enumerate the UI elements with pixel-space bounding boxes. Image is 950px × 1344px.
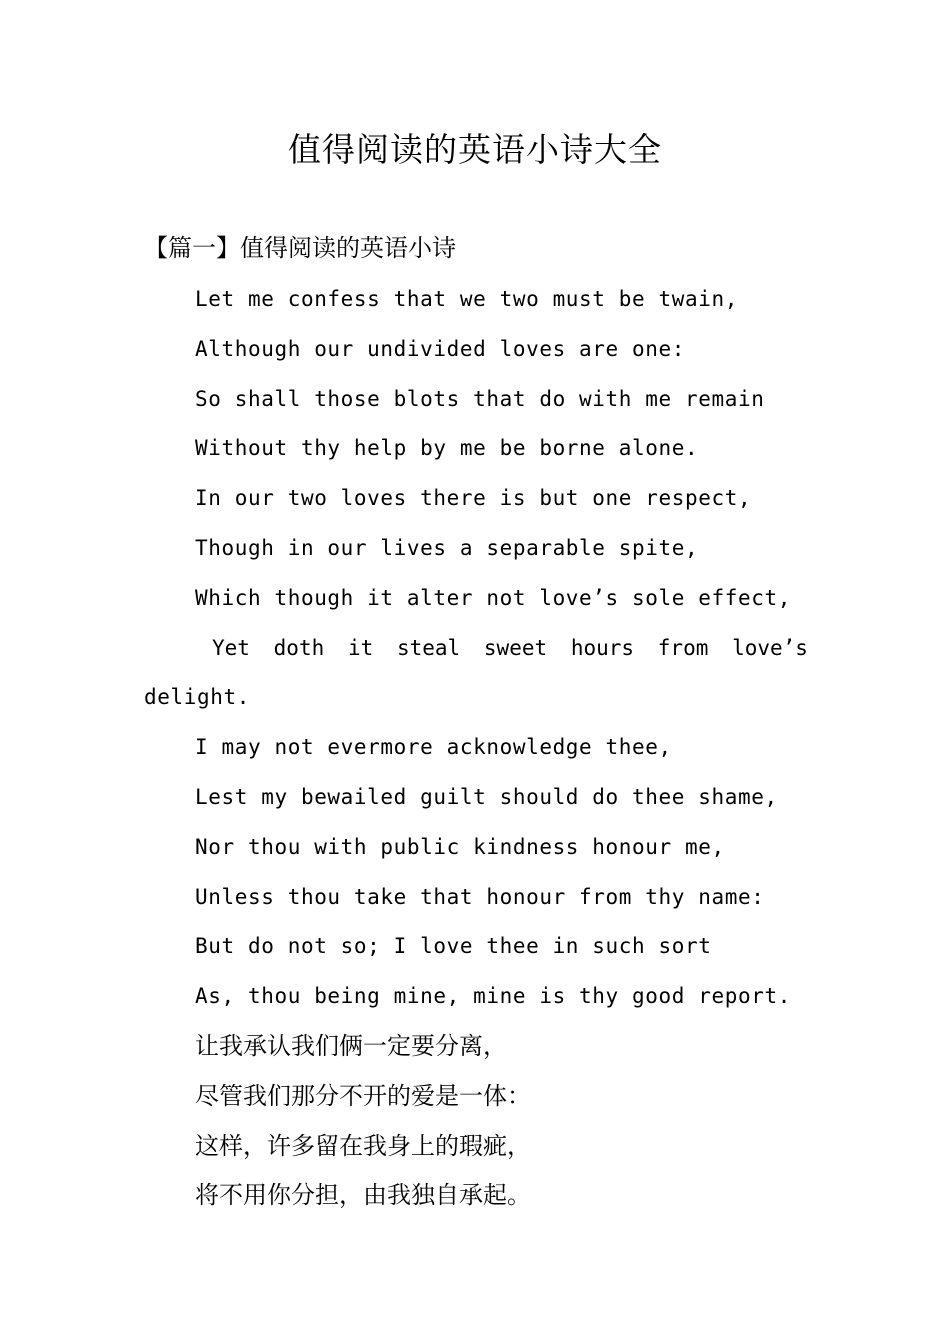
document-title: 值得阅读的英语小诗大全: [288, 130, 662, 169]
poem-line: Although our undivided loves are one:: [195, 336, 685, 361]
poem-word: doth: [273, 635, 325, 660]
poem-line: Without thy help by me be borne alone.: [195, 436, 699, 461]
translation-line: 让我承认我们俩一定要分离，: [195, 1031, 507, 1060]
poem-line: Which though it alter not love’s sole effect,: [195, 585, 791, 610]
poem-line: In our two loves there is but one respect,: [195, 486, 752, 511]
section-heading: 【篇一】值得阅读的英语小诗: [144, 234, 456, 262]
poem-line: So shall those blots that do with me remain: [195, 386, 765, 411]
translation-line: 将不用你分担，由我独自承起。: [195, 1181, 531, 1210]
poem-line: But do not so; I love thee in such sort: [195, 934, 712, 959]
poem-line: Nor thou with public kindness honour me,: [195, 834, 725, 859]
poem-word: steal: [396, 635, 461, 660]
poem-body: [0, 279, 950, 1225]
poem-line: Unless thou take that honour from thy name:: [195, 884, 765, 909]
poem-word: it: [347, 635, 374, 660]
poem-line: Lest my bewailed guilt should do thee shame,: [195, 784, 778, 809]
poem-line: I may not evermore acknowledge thee,: [195, 735, 672, 760]
poem-line: As, thou being mine, mine is thy good report.: [195, 984, 791, 1009]
poem-word: sweet: [483, 635, 548, 660]
poem-line: Though in our lives a separable spite,: [195, 535, 699, 560]
poem-word: love’s: [732, 635, 808, 660]
poem-word: hours: [570, 635, 635, 660]
poem-word: Yet: [212, 635, 250, 660]
translation-line: 尽管我们那分不开的爱是一体：: [195, 1081, 531, 1110]
poem-line: Let me confess that we two must be twain,: [195, 287, 738, 311]
poem-line-justified: [0, 628, 808, 678]
poem-word: from: [657, 635, 709, 660]
translation-line: 这样，许多留在我身上的瑕疵，: [195, 1131, 531, 1160]
poem-line-continuation: delight.: [144, 685, 250, 710]
